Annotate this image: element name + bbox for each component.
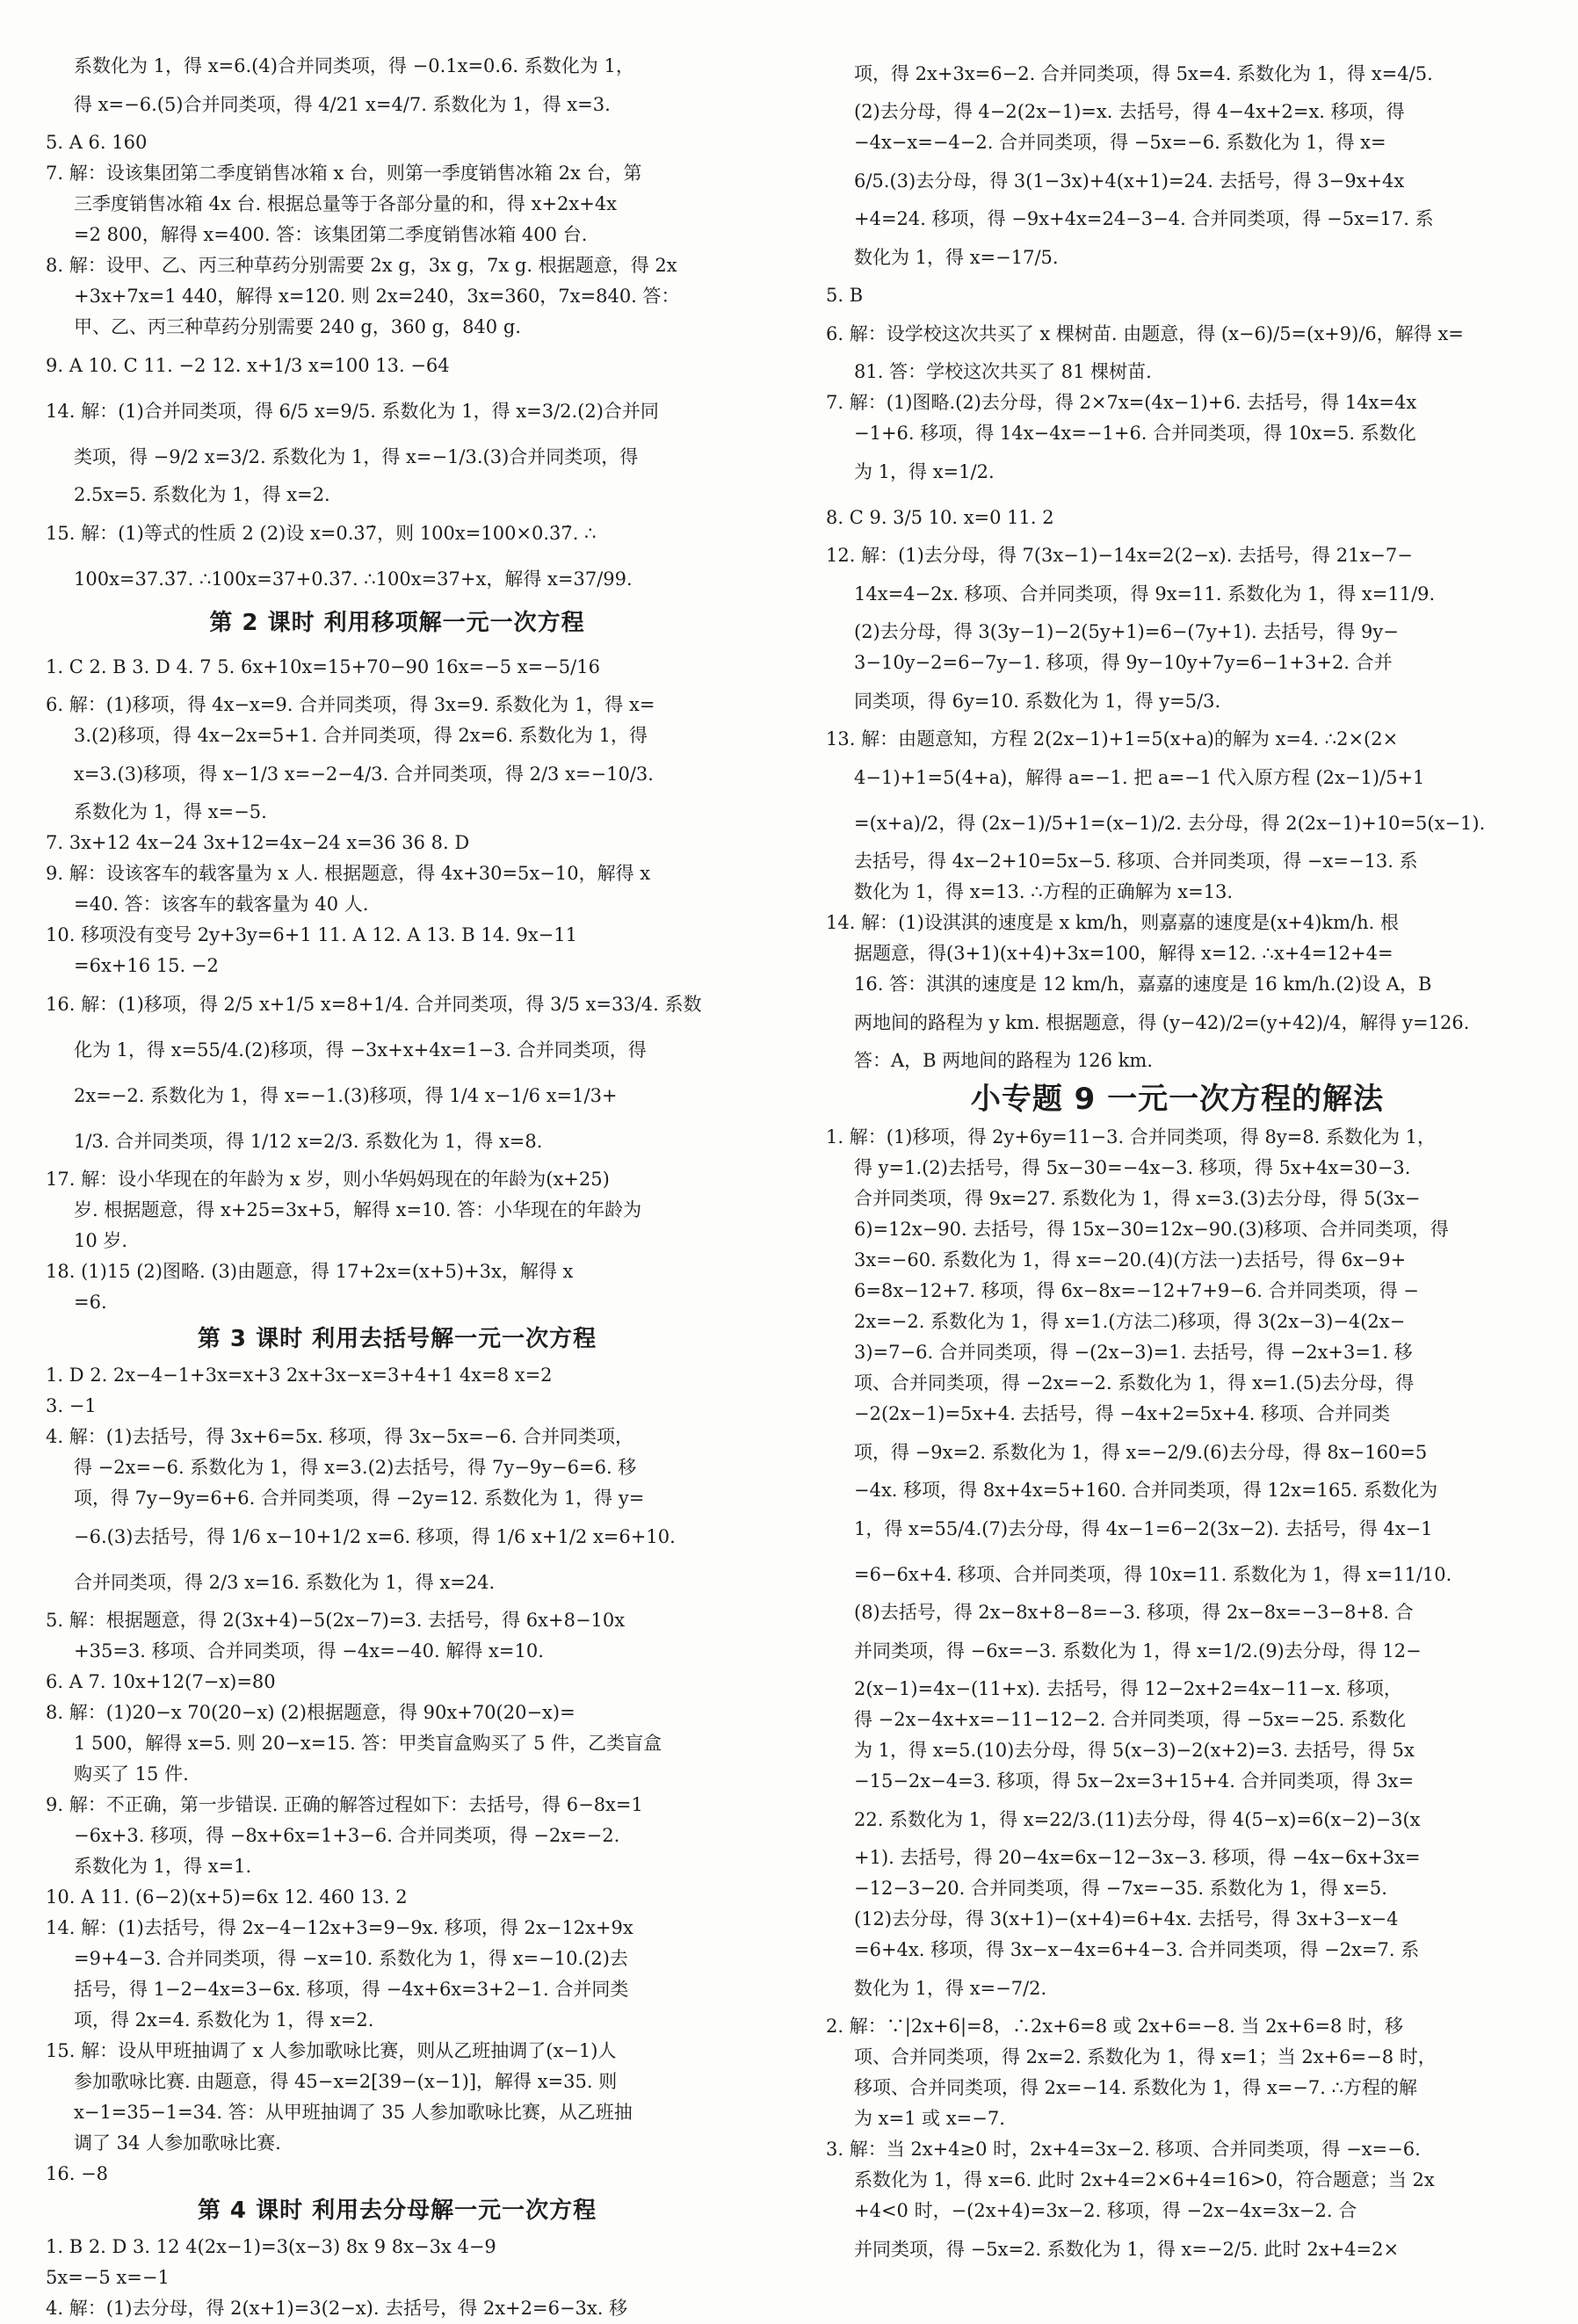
text-line: −12−3−20. 合并同类项，得 −7x=−35. 系数化为 1，得 x=5. xyxy=(854,1878,1387,1899)
text-line: 14. 解：(1)合并同类项，得 6/5 x=9/5. 系数化为 1，得 x=3/2.(2)合并同 xyxy=(46,401,659,422)
text-line: 8. 解：(1)20−x 70(20−x) (2)根据题意，得 90x+70(20−x)= xyxy=(46,1702,575,1723)
text-line: 4−1)+1=5(4+a)，解得 a=−1. 把 a=−1 代入原方程 (2x−1)/5+1 xyxy=(854,767,1425,788)
text-line: −4x. 移项，得 8x+4x=5+160. 合并同类项，得 12x=165. 系数化为 xyxy=(854,1480,1438,1501)
text-line: 2(x−1)=4x−(11+x). 去括号，得 12−2x+2=4x−11−x. 移项， xyxy=(854,1678,1402,1699)
text-line: −15−2x−4=3. 移项，得 5x−2x=3+15+4. 合并同类项，得 3x= xyxy=(854,1770,1415,1792)
text-line: 4. 解：(1)去括号，得 3x+6=5x. 移项，得 3x−5x=−6. 合并同类项， xyxy=(46,1426,634,1447)
text-line: 2.5x=5. 系数化为 1，得 x=2. xyxy=(74,484,330,505)
text-line: 9. 解：不正确，第一步错误. 正确的解答过程如下：去括号，得 6−8x=1 xyxy=(46,1794,643,1815)
text-line: 3x=−60. 系数化为 1，得 x=−20.(4)(方法一)去括号，得 6x−9+ xyxy=(854,1249,1407,1271)
text-line: 14x=4−2x. 移项、合并同类项，得 9x=11. 系数化为 1，得 x=11/9. xyxy=(854,583,1436,605)
text-line: 5x=−5 x=−1 xyxy=(46,2267,170,2288)
text-line: 1. D 2. 2x−4−1+3x=x+3 2x+3x−x=3+4+1 4x=8 x=2 xyxy=(46,1365,553,1386)
text-line: 系数化为 1，得 x=6. 此时 2x+4=2×6+4=16>0，符合题意；当 2x xyxy=(854,2169,1435,2190)
right-column xyxy=(826,51,1529,2272)
text-line: 数化为 1，得 x=−17/5. xyxy=(854,247,1059,268)
text-line: 16. −8 xyxy=(46,2163,109,2184)
text-line: 1. B 2. D 3. 12 4(2x−1)=3(x−3) 8x 9 8x−3x 4−9 xyxy=(46,2236,496,2257)
text-line: 3)=7−6. 合并同类项，得 −(2x−3)=1. 去括号，得 −2x+3=1. 移 xyxy=(854,1342,1413,1363)
text-line: −6.(3)去括号，得 1/6 x−10+1/2 x=6. 移项，得 1/6 x+1/2 x=6+10. xyxy=(74,1526,676,1547)
text-line: 10. A 11. (6−2)(x+5)=6x 12. 460 13. 2 xyxy=(46,1886,408,1908)
text-line: 12. 解：(1)去分母，得 7(3x−1)−14x=2(2−x). 去括号，得 21x−7− xyxy=(826,545,1413,566)
text-line: +1). 去括号，得 20−4x=6x−12−3x−3. 移项，得 −4x−6x+3x= xyxy=(854,1847,1421,1868)
text-line: 括号，得 1−2−4x=3−6x. 移项，得 −4x+6x=3+2−1. 合并同类 xyxy=(74,1979,629,2000)
text-line: 15. 解：设从甲班抽调了 x 人参加歌咏比赛，则从乙班抽调了(x−1)人 xyxy=(46,2040,617,2061)
text-line: 6. 解：(1)移项，得 4x−x=9. 合并同类项，得 3x=9. 系数化为 1，得 x= xyxy=(46,694,655,715)
text-line: 1 500，解得 x=5. 则 20−x=15. 答：甲类盲盒购买了 5 件，乙类盲盒 xyxy=(74,1733,662,1754)
text-line: 为 x=1 或 x=−7. xyxy=(854,2108,1005,2129)
text-line: 6/5.(3)去分母，得 3(1−3x)+4(x+1)=24. 去括号，得 3−9x+4x xyxy=(854,170,1405,192)
section-title: 第 3 课时 利用去括号解一元一次方程 xyxy=(197,1326,597,1352)
section-title: 小专题 9 一元一次方程的解法 xyxy=(970,1082,1385,1117)
text-line: 10. 移项没有变号 2y+3y=6+1 11. A 12. A 13. B 14. 9x−11 xyxy=(46,924,577,945)
text-line: 7. 3x+12 4x−24 3x+12=4x−24 x=36 36 8. D xyxy=(46,832,470,853)
text-line: 同类项，得 6y=10. 系数化为 1，得 y=5/3. xyxy=(854,691,1221,712)
text-line: 项，得 2x=4. 系数化为 1，得 x=2. xyxy=(74,2009,374,2031)
text-line: 5. B xyxy=(826,285,864,306)
section-title: 第 4 课时 利用去分母解一元一次方程 xyxy=(197,2197,597,2224)
text-line: 并同类项，得 −6x=−3. 系数化为 1，得 x=1/2.(9)去分母，得 12− xyxy=(854,1640,1422,1662)
text-line: 17. 解：设小华现在的年龄为 x 岁，则小华妈妈现在的年龄为(x+25) xyxy=(46,1169,610,1190)
text-line: (12)去分母，得 3(x+1)−(x+4)=6+4x. 去括号，得 3x+3−x−4 xyxy=(854,1908,1399,1929)
text-line: 8. C 9. 3/5 10. x=0 11. 2 xyxy=(826,507,1054,528)
text-line: 参加歌咏比赛. 由题意，得 45−x=2[39−(x−1)]，解得 x=35. 则 xyxy=(74,2071,618,2092)
text-line: 14. 解：(1)设淇淇的速度是 x km/h，则嘉嘉的速度是(x+4)km/h. 根 xyxy=(826,912,1400,933)
text-line: +35=3. 移项、合并同类项，得 −4x=−40. 解得 x=10. xyxy=(74,1640,544,1662)
text-line: 岁. 根据题意，得 x+25=3x+5，解得 x=10. 答：小华现在的年龄为 xyxy=(74,1199,642,1220)
text-line: −2(2x−1)=5x+4. 去括号，得 −4x+2=5x+4. 移项、合并同类 xyxy=(854,1403,1391,1424)
text-line: x=3.(3)移项，得 x−1/3 x=−2−4/3. 合并同类项，得 2/3 x=−10/3. xyxy=(74,764,654,785)
text-line: 9. A 10. C 11. −2 12. x+1/3 x=100 13. −64 xyxy=(46,355,450,376)
text-line: =(x+a)/2，得 (2x−1)/5+1=(x−1)/2. 去分母，得 2(2x−1)+10=5(x−1). xyxy=(854,813,1486,834)
text-line: 6. 解：设学校这次共买了 x 棵树苗. 由题意，得 (x−6)/5=(x+9)/6，解得 x= xyxy=(826,323,1464,344)
text-line: =6x+16 15. −2 xyxy=(74,955,219,976)
text-line: 合并同类项，得 2/3 x=16. 系数化为 1，得 x=24. xyxy=(74,1572,496,1593)
text-line: =9+4−3. 合并同类项，得 −x=10. 系数化为 1，得 x=−10.(2)去 xyxy=(74,1948,628,1969)
text-line: +3x+7x=1 440，解得 x=120. 则 2x=240，3x=360，7x=840. 答： xyxy=(74,286,680,307)
text-line: 化为 1，得 x=55/4.(2)移项，得 −3x+x+4x=1−3. 合并同类项，得 xyxy=(74,1039,647,1061)
text-line: 项，得 7y−9y=6+6. 合并同类项，得 −2y=12. 系数化为 1，得 y= xyxy=(74,1488,645,1509)
text-line: 2. 解：∵|2x+6|=8，∴2x+6=8 或 2x+6=−8. 当 2x+6=8 时，移 xyxy=(826,2016,1403,2037)
text-line: 为 1，得 x=5.(10)去分母，得 5(x−3)−2(x+2)=3. 去括号，得 5x xyxy=(854,1740,1415,1761)
text-line: 5. 解：根据题意，得 2(3x+4)−5(2x−7)=3. 去括号，得 6x+8−10x xyxy=(46,1610,626,1631)
text-line: 得 y=1.(2)去括号，得 5x−30=−4x−3. 移项，得 5x+4x=30−3. xyxy=(854,1157,1411,1178)
text-line: 项、合并同类项，得 2x=2. 系数化为 1，得 x=1；当 2x+6=−8 时， xyxy=(854,2046,1437,2067)
text-line: +4<0 时，−(2x+4)=3x−2. 移项，得 −2x−4x=3x−2. 合 xyxy=(854,2200,1357,2221)
text-line: +4=24. 移项，得 −9x+4x=24−3−4. 合并同类项，得 −5x=17. 系 xyxy=(854,208,1434,229)
text-line: =6+4x. 移项，得 3x−x−4x=6+4−3. 合并同类项，得 −2x=7. 系 xyxy=(854,1939,1420,1960)
text-line: 类项，得 −9/2 x=3/2. 系数化为 1，得 x=−1/3.(3)合并同类项，得 xyxy=(74,446,639,467)
text-line: 10 岁. xyxy=(74,1230,128,1251)
text-line: 8. 解：设甲、乙、丙三种草药分别需要 2x g，3x g，7x g. 根据题意，得 2x xyxy=(46,255,677,276)
text-line: 两地间的路程为 y km. 根据题意，得 (y−42)/2=(y+42)/4，解得 y=126. xyxy=(854,1012,1470,1033)
text-line: 项，得 −9x=2. 系数化为 1，得 x=−2/9.(6)去分母，得 8x−160=5 xyxy=(854,1442,1428,1463)
text-line: 7. 解：(1)图略.(2)去分母，得 2×7x=(4x−1)+6. 去括号，得 14x=4x xyxy=(826,392,1417,413)
text-line: (8)去括号，得 2x−8x+8−8=−3. 移项，得 2x−8x=−3−8+8. 合 xyxy=(854,1602,1414,1623)
text-line: 并同类项，得 −5x=2. 系数化为 1，得 x=−2/5. 此时 2x+4=2× xyxy=(854,2239,1400,2260)
text-line: 移项、合并同类项，得 2x=−14. 系数化为 1，得 x=−7. ∴方程的解 xyxy=(854,2077,1417,2098)
left-column xyxy=(46,51,749,2324)
text-line: 系数化为 1，得 x=1. xyxy=(74,1856,252,1877)
text-line: 为 1，得 x=1/2. xyxy=(854,461,995,482)
text-line: 7. 解：设该集团第二季度销售冰箱 x 台，则第一季度销售冰箱 2x 台，第 xyxy=(46,163,642,184)
text-line: 3.(2)移项，得 4x−2x=5+1. 合并同类项，得 2x=6. 系数化为 1，得 xyxy=(74,725,648,746)
text-line: 得 −2x=−6. 系数化为 1，得 x=3.(2)去括号，得 7y−9y−6=6. 移 xyxy=(74,1457,637,1478)
text-line: 调了 34 人参加歌咏比赛. xyxy=(74,2132,281,2154)
text-line: x−1=35−1=34. 答：从甲班抽调了 35 人参加歌咏比赛，从乙班抽 xyxy=(74,2102,633,2123)
text-line: 9. 解：设该客车的载客量为 x 人. 根据题意，得 4x+30=5x−10，解得 x xyxy=(46,863,651,884)
text-line: 购买了 15 件. xyxy=(74,1763,189,1785)
text-line: −1+6. 移项，得 14x−4x=−1+6. 合并同类项，得 10x=5. 系数化 xyxy=(854,423,1416,444)
text-line: =6. xyxy=(74,1292,107,1313)
text-line: 3. 解：当 2x+4≥0 时，2x+4=3x−2. 移项、合并同类项，得 −x=−6. xyxy=(826,2139,1421,2160)
text-line: 项、合并同类项，得 −2x=−2. 系数化为 1，得 x=1.(5)去分母，得 xyxy=(854,1372,1415,1394)
text-line: =6−6x+4. 移项、合并同类项，得 10x=11. 系数化为 1，得 x=11/10. xyxy=(854,1564,1452,1585)
text-line: 甲、乙、丙三种草药分别需要 240 g，360 g，840 g. xyxy=(74,316,521,337)
text-line: 得 x=−6.(5)合并同类项，得 4/21 x=4/7. 系数化为 1，得 x=3. xyxy=(74,94,611,115)
text-line: 数化为 1，得 x=13. ∴方程的正确解为 x=13. xyxy=(854,881,1234,902)
text-line: 1. 解：(1)移项，得 2y+6y=11−3. 合并同类项，得 8y=8. 系数化为 1， xyxy=(826,1126,1437,1148)
text-line: 2x=−2. 系数化为 1，得 x=−1.(3)移项，得 1/4 x−1/6 x=1/3+ xyxy=(74,1085,618,1106)
text-line: 据题意，得(3+1)(x+4)+3x=100，解得 x=12. ∴x+4=12+4= xyxy=(854,943,1393,964)
text-line: 18. (1)15 (2)图略. (3)由题意，得 17+2x=(x+5)+3x，解得 x xyxy=(46,1261,574,1282)
text-line: 15. 解：(1)等式的性质 2 (2)设 x=0.3̇7̇，则 100x=100×0.3̇7̇. ∴ xyxy=(46,523,597,544)
text-line: 6=8x−12+7. 移项，得 6x−8x=−12+7+9−6. 合并同类项，得 − xyxy=(854,1280,1419,1301)
text-line: 得 −2x−4x+x=−11−12−2. 合并同类项，得 −5x=−25. 系数化 xyxy=(854,1709,1406,1730)
text-line: 三季度销售冰箱 4x 台. 根据总量等于各部分量的和，得 x+2x+4x xyxy=(74,193,618,214)
text-line: 1/3. 合并同类项，得 1/12 x=2/3. 系数化为 1，得 x=8. xyxy=(74,1131,543,1152)
text-line: 5. A 6. 160 xyxy=(46,132,148,153)
text-line: 6. A 7. 10x+12(7−x)=80 xyxy=(46,1671,276,1692)
text-line: 答：A，B 两地间的路程为 126 km. xyxy=(854,1050,1154,1071)
text-line: 去括号，得 4x−2+10=5x−5. 移项、合并同类项，得 −x=−13. 系 xyxy=(854,851,1418,872)
text-line: 1. C 2. B 3. D 4. 7 5. 6x+10x=15+70−90 16x=−5 x=−5/16 xyxy=(46,656,600,677)
text-line: (2)去分母，得 3(3y−1)−2(5y+1)=6−(7y+1). 去括号，得 9y− xyxy=(854,621,1399,642)
text-line: 81. 答：学校这次共买了 81 棵树苗. xyxy=(854,361,1152,382)
text-line: −4x−x=−4−2. 合并同类项，得 −5x=−6. 系数化为 1，得 x= xyxy=(854,132,1386,153)
section-title: 第 2 课时 利用移项解一元一次方程 xyxy=(209,610,585,636)
text-line: 6)=12x−90. 去括号，得 15x−30=12x−90.(3)移项、合并同类项，得 xyxy=(854,1219,1449,1240)
text-line: =2 800，解得 x=400. 答：该集团第二季度销售冰箱 400 台. xyxy=(74,224,588,245)
text-line: 2x=−2. 系数化为 1，得 x=1.(方法二)移项，得 3(2x−3)−4(2x− xyxy=(854,1311,1406,1332)
text-line: (2)去分母，得 4−2(2x−1)=x. 去括号，得 4−4x+2=x. 移项，得 xyxy=(854,101,1405,122)
text-line: 16. 答：淇淇的速度是 12 km/h，嘉嘉的速度是 16 km/h.(2)设 A，B xyxy=(854,974,1432,995)
text-line: =40. 答：该客车的载客量为 40 人. xyxy=(74,894,369,915)
text-line: 100x=37.3̇7̇. ∴100x=37+0.3̇7̇. ∴100x=37+x，解得 x=37/99. xyxy=(74,568,633,590)
text-line: 系数化为 1，得 x=6.(4)合并同类项，得 −0.1x=0.6. 系数化为 1， xyxy=(74,55,634,76)
text-line: 14. 解：(1)去括号，得 2x−4−12x+3=9−9x. 移项，得 2x−12x+9x xyxy=(46,1917,633,1938)
text-line: 4. 解：(1)去分母，得 2(x+1)=3(2−x). 去括号，得 2x+2=6−3x. 移 xyxy=(46,2298,628,2319)
text-line: 合并同类项，得 9x=27. 系数化为 1，得 x=3.(3)去分母，得 5(3x− xyxy=(854,1188,1421,1209)
text-line: −6x+3. 移项，得 −8x+6x=1+3−6. 合并同类项，得 −2x=−2. xyxy=(74,1825,620,1846)
text-line: 16. 解：(1)移项，得 2/5 x+1/5 x=8+1/4. 合并同类项，得 3/5 x=33/4. 系数 xyxy=(46,994,702,1015)
text-line: 项，得 2x+3x=6−2. 合并同类项，得 5x=4. 系数化为 1，得 x=4/5. xyxy=(854,63,1433,84)
text-line: 3−10y−2=6−7y−1. 移项，得 9y−10y+7y=6−1+3+2. 合并 xyxy=(854,652,1393,673)
text-line: 1，得 x=55/4.(7)去分母，得 4x−1=6−2(3x−2). 去括号，得 4x−1 xyxy=(854,1518,1433,1539)
text-line: 13. 解：由题意知，方程 2(2x−1)+1=5(x+a)的解为 x=4. ∴2×(2× xyxy=(826,728,1399,749)
text-line: 数化为 1，得 x=−7/2. xyxy=(854,1978,1047,1999)
text-line: 3. −1 xyxy=(46,1395,97,1416)
text-line: 系数化为 1，得 x=−5. xyxy=(74,801,267,822)
text-line: 22. 系数化为 1，得 x=22/3.(11)去分母，得 4(5−x)=6(x−2)−3(x xyxy=(854,1809,1421,1830)
